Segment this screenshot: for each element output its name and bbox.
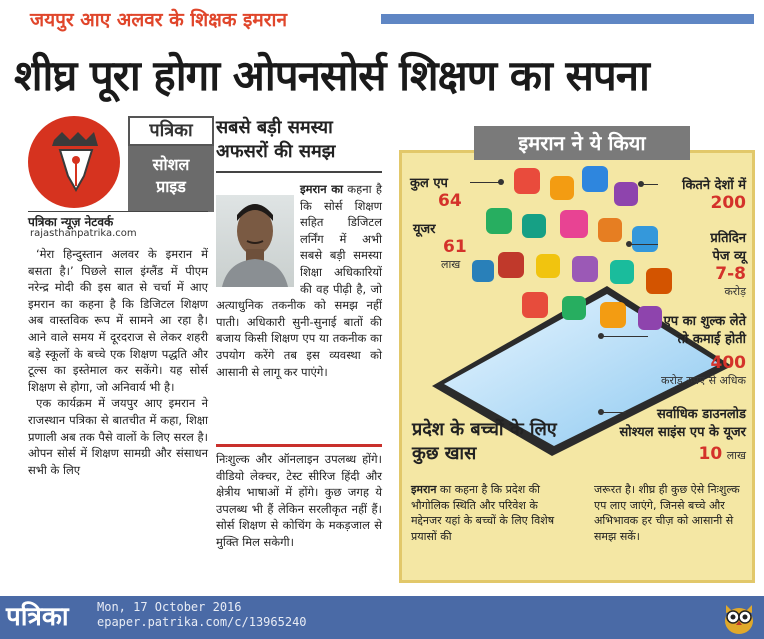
stat-countries-label: कितने देशों में bbox=[682, 178, 746, 193]
leader-dot bbox=[598, 409, 604, 415]
pen-nib-crown-icon bbox=[46, 130, 106, 194]
leader-dot bbox=[598, 333, 604, 339]
stat-views-unit: करोड़ bbox=[724, 285, 746, 298]
brand-name: पत्रिका bbox=[128, 116, 214, 146]
leader-dot bbox=[638, 181, 644, 187]
headline: शीघ्र पूरा होगा ओपनसोर्स शिक्षण का सपना bbox=[14, 51, 649, 100]
section-divider bbox=[216, 444, 382, 447]
panel-title: इमरान ने ये किया bbox=[474, 126, 690, 160]
kicker-rule bbox=[381, 14, 754, 24]
stat-download-unit: लाख bbox=[726, 449, 746, 462]
column-2-paragraph: निःशुल्क और ऑनलाइन उपलब्ध होंगे। वीडियो लेक्चर, टेस्ट सीरिज हिंदी और क्षेत्रीय भाषाओं में होंगे। कुछ जगह ये उपलब्ध भी हैं लेकिन सरलीकृत नहीं हैं। सोर्स शिक्षण से कोचिंग के मकड़जाल से मुक्ति मिल सकेगी। bbox=[216, 452, 382, 549]
stat-users-label: यूजर bbox=[413, 222, 436, 237]
social-pride-badge bbox=[128, 116, 214, 216]
photo-wrap-space bbox=[216, 181, 300, 291]
panel-lead-in: इमरान bbox=[411, 483, 437, 496]
website: rajasthanpatrika.com bbox=[30, 228, 137, 239]
panel-paragraph: का कहना है कि प्रदेश की भौगोलिक स्थिति और परिवेश के मद्देनजर यहां के बच्चों के लिए विशेष प्रयासों की bbox=[411, 483, 555, 543]
stat-fee-unit: करोड़ रुपए से अधिक bbox=[661, 374, 746, 387]
byline: पत्रिका न्यूज़ नेटवर्क bbox=[28, 211, 208, 230]
stat-views-label-2: पेज व्यू bbox=[712, 249, 746, 264]
leader-line bbox=[628, 244, 658, 245]
stat-apps-label: कुल एप bbox=[410, 176, 448, 191]
leader-dot bbox=[498, 179, 504, 185]
panel-text-right: जरूरत है। शीघ्र ही कुछ ऐसे निःशुल्क एप लाए जाएंगे, जिनसे बच्चे और अभिभावक हर चीज़ को आसानी से समझ सकें। bbox=[594, 483, 740, 543]
stat-users-value: 61 bbox=[443, 237, 467, 257]
series-line-2: प्राइड bbox=[156, 177, 186, 196]
stat-page-views bbox=[660, 228, 746, 299]
stat-users bbox=[413, 219, 467, 272]
column-1-paragraph: ‘मेरा हिन्दुस्तान अलवर के इमरान में बसता है।’ पिछले साल इंग्लैंड में पीएम नरेन्द्र मोदी की इस बात से चर्चा में आए इमरान का कहना है कि डिजिटल शिक्षण अब वास्तविक रूप में सामने आ रहा है। आने वाले समय में दूरदराज से लेकर शहरी बड़े स्कूलों के बच्चे एक शिक्षण पद्धति और टूल्स का इस्तेमाल कर सकेंगे। यह सोर्स शिक्षण से होगा, जो अनिवार्य भी है। bbox=[28, 247, 208, 394]
kicker-line: जयपुर आए अलवर के शिक्षक इमरान bbox=[30, 9, 287, 31]
footer-logo: पत्रिका bbox=[6, 602, 69, 632]
stat-views-value: 7-8 bbox=[715, 264, 746, 284]
column-2-top bbox=[216, 181, 382, 380]
stat-users-unit: लाख bbox=[441, 258, 461, 271]
stat-download-value: 10 bbox=[698, 444, 723, 464]
column-1-paragraph: एक कार्यक्रम में जयपुर आए इमरान ने राजस्थान पत्रिका से बातचीत में कहा, शिक्षा प्रणाली अब तक पैसे वालों के लिए सरल है। ओपन सोर्स में शिक्षण सामग्री और संसाधन सभी के लिए bbox=[28, 396, 208, 477]
owl-mascot-icon bbox=[722, 599, 756, 635]
subhead: सबसे बड़ी समस्या अफसरों की समझ bbox=[216, 117, 336, 162]
series-name bbox=[128, 146, 214, 212]
column-2-bottom bbox=[216, 451, 382, 551]
column-1 bbox=[28, 246, 208, 478]
stat-fee-value: 400 bbox=[710, 353, 746, 373]
stat-download-label-2: सोश्यल साइंस एप के यूजर bbox=[619, 425, 746, 440]
stat-countries bbox=[652, 175, 746, 213]
panel-text-left bbox=[411, 482, 571, 544]
stat-apps-value: 64 bbox=[438, 191, 462, 211]
leader-line bbox=[600, 336, 648, 337]
column-2-paragraph: कहना है कि सोर्स शिक्षण सहित डिजिटल लर्निंग में अभी सबसे बड़ी समस्या शिक्षा अधिकारियों की वह पीढ़ी है, जो अत्याधुनिक तकनीक को समझ नहीं पाती। अधिकारी सुनी-सुनाई बातों की बजाय किसी शिक्षण एप या तकनीक का उपयोग करेंगे तब इस व्यवस्था को आसानी से लागू कर पाएंगे। bbox=[216, 182, 382, 379]
stat-views-label-1: प्रतिदिन bbox=[710, 231, 746, 246]
stat-fee bbox=[618, 311, 746, 388]
panel-subhead: प्रदेश के बच्चों के लिए कुछ खास bbox=[412, 419, 557, 464]
subhead-rule bbox=[216, 171, 382, 173]
footer-date: Mon, 17 October 2016 bbox=[97, 600, 242, 614]
lead-in: इमरान का bbox=[300, 182, 344, 196]
leader-dot bbox=[626, 241, 632, 247]
stat-fee-label-2: तो कमाई होती bbox=[677, 332, 746, 347]
stat-download-label-1: सर्वाधिक डाउनलोड bbox=[656, 407, 746, 422]
series-line-1: सोशल bbox=[152, 155, 190, 174]
stat-apps bbox=[410, 173, 462, 211]
stat-fee-label-1: एप का शुल्क लेते bbox=[663, 314, 746, 329]
leader-line bbox=[470, 182, 500, 183]
footer-meta bbox=[97, 600, 307, 630]
stat-countries-value: 200 bbox=[710, 193, 746, 213]
footer-url[interactable]: epaper.patrika.com/c/13965240 bbox=[97, 615, 307, 629]
